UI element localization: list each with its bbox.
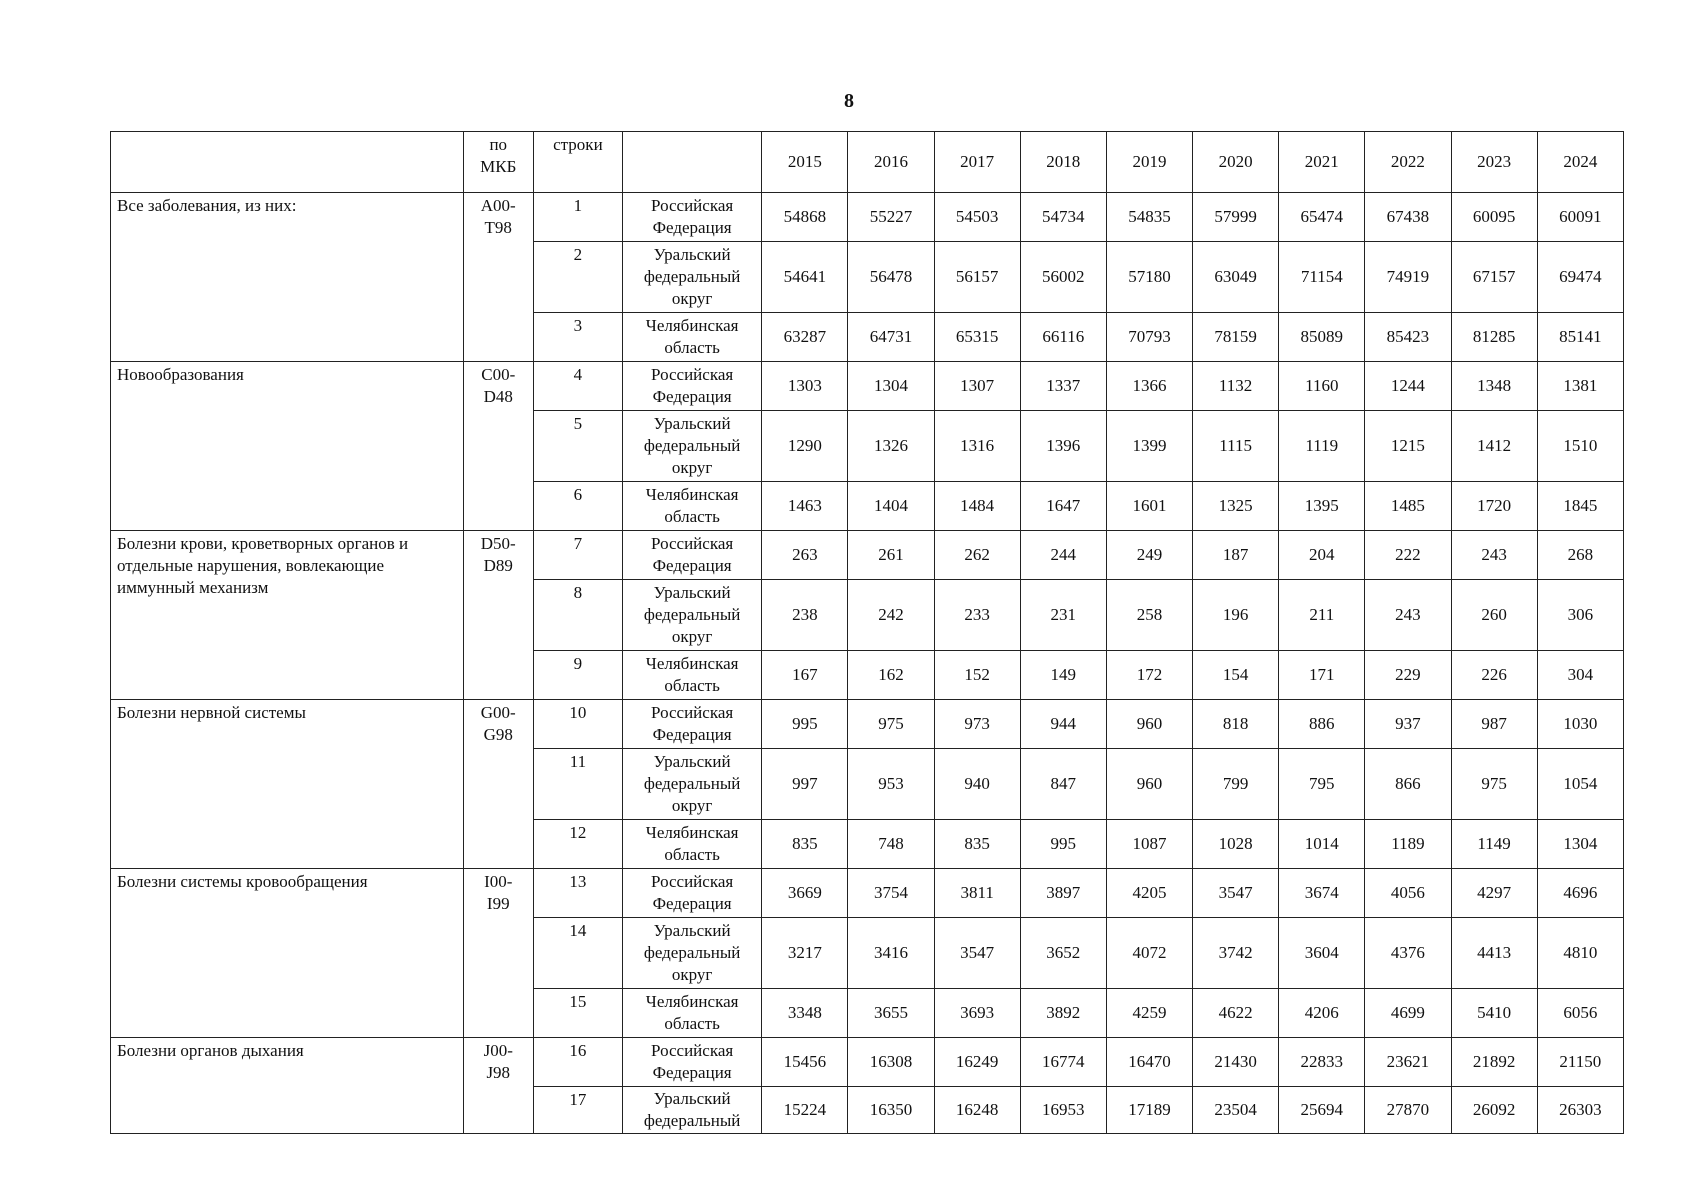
value-cell: 16248 [934,1087,1020,1134]
region-name-line: Челябинская [645,992,739,1011]
icd-code-line: G98 [483,725,513,744]
region-name-line: Уральский [653,752,731,771]
value-cell: 263 [762,531,848,580]
region-name-line: Федерация [652,387,732,406]
value-cell: 1395 [1279,482,1365,531]
value-cell: 211 [1279,580,1365,651]
region-name-line: федеральный [643,1111,741,1130]
value-cell: 944 [1020,700,1106,749]
value-cell: 1028 [1193,820,1279,869]
value-cell: 56478 [848,242,934,313]
region-name-line: Федерация [652,1063,732,1082]
value-cell: 799 [1193,749,1279,820]
value-cell: 258 [1106,580,1192,651]
region-name-line: Российская [651,365,734,384]
value-cell: 4622 [1193,989,1279,1038]
header-row-number: строки [533,132,622,193]
value-cell: 66116 [1020,313,1106,362]
header-year: 2018 [1020,132,1106,193]
table-row [111,700,1624,749]
value-cell: 1845 [1537,482,1623,531]
region-name-line: Российская [651,196,734,215]
region-name-line: Уральский [653,414,731,433]
value-cell: 1014 [1279,820,1365,869]
value-cell: 1303 [762,362,848,411]
icd-code-line: D89 [483,556,513,575]
value-cell: 243 [1451,531,1537,580]
icd-code-line: J00- [483,1041,513,1060]
value-cell: 1601 [1106,482,1192,531]
value-cell: 162 [848,651,934,700]
value-cell: 1484 [934,482,1020,531]
disease-group-name: Болезни органов дыхания [111,1038,464,1134]
icd-code-line: I99 [486,894,510,913]
region-name-line: Федерация [652,725,732,744]
disease-group-name: Болезни нервной системы [111,700,464,869]
value-cell: 975 [848,700,934,749]
value-cell: 960 [1106,700,1192,749]
header-year: 2024 [1537,132,1623,193]
region-name-line: Российская [651,872,734,891]
page-number: 8 [844,90,854,112]
value-cell: 64731 [848,313,934,362]
region-name-line: округ [671,796,713,815]
disease-group-name: Болезни системы кровообращения [111,869,464,1038]
value-cell: 268 [1537,531,1623,580]
header-year: 2022 [1365,132,1451,193]
icd-code [463,700,533,869]
value-cell: 231 [1020,580,1106,651]
value-cell: 1149 [1451,820,1537,869]
value-cell: 3652 [1020,918,1106,989]
value-cell: 1115 [1193,411,1279,482]
value-cell: 987 [1451,700,1537,749]
value-cell: 23621 [1365,1038,1451,1087]
value-cell: 16953 [1020,1087,1106,1134]
value-cell: 242 [848,580,934,651]
value-cell: 187 [1193,531,1279,580]
value-cell: 306 [1537,580,1623,651]
value-cell: 1381 [1537,362,1623,411]
value-cell: 1307 [934,362,1020,411]
value-cell: 23504 [1193,1087,1279,1134]
value-cell: 953 [848,749,934,820]
value-cell: 149 [1020,651,1106,700]
header-icd-line: МКБ [480,157,517,176]
region-name-line: округ [671,458,713,477]
value-cell: 4413 [1451,918,1537,989]
row-number: 9 [533,651,622,700]
value-cell: 85141 [1537,313,1623,362]
value-cell: 57180 [1106,242,1192,313]
table-row [111,362,1624,411]
region-name [622,411,761,482]
header-year: 2015 [762,132,848,193]
value-cell: 1304 [1537,820,1623,869]
row-number: 7 [533,531,622,580]
icd-code-line: D48 [483,387,513,406]
value-cell: 1119 [1279,411,1365,482]
region-name [622,242,761,313]
header-region [622,132,761,193]
header-year: 2021 [1279,132,1365,193]
row-number: 1 [533,193,622,242]
value-cell: 152 [934,651,1020,700]
row-number: 16 [533,1038,622,1087]
table-row [111,869,1624,918]
value-cell: 54835 [1106,193,1192,242]
value-cell: 154 [1193,651,1279,700]
region-name [622,482,761,531]
region-name-line: Уральский [653,1089,731,1108]
disease-group-name: Новообразования [111,362,464,531]
value-cell: 886 [1279,700,1365,749]
value-cell: 67157 [1451,242,1537,313]
value-cell: 55227 [848,193,934,242]
region-name-line: Российская [651,1041,734,1060]
value-cell: 78159 [1193,313,1279,362]
region-name [622,700,761,749]
value-cell: 15224 [762,1087,848,1134]
region-name [622,651,761,700]
value-cell: 243 [1365,580,1451,651]
value-cell: 26303 [1537,1087,1623,1134]
value-cell: 260 [1451,580,1537,651]
value-cell: 3693 [934,989,1020,1038]
region-name-line: Уральский [653,583,731,602]
header-icd [463,132,533,193]
value-cell: 85089 [1279,313,1365,362]
value-cell: 960 [1106,749,1192,820]
value-cell: 1054 [1537,749,1623,820]
header-year: 2023 [1451,132,1537,193]
value-cell: 1160 [1279,362,1365,411]
icd-code-line: G00- [480,703,516,722]
region-name-line: область [664,338,720,357]
value-cell: 172 [1106,651,1192,700]
value-cell: 56157 [934,242,1020,313]
row-number: 10 [533,700,622,749]
region-name-line: область [664,507,720,526]
value-cell: 1366 [1106,362,1192,411]
value-cell: 25694 [1279,1087,1365,1134]
value-cell: 167 [762,651,848,700]
value-cell: 3217 [762,918,848,989]
value-cell: 54503 [934,193,1020,242]
value-cell: 71154 [1279,242,1365,313]
region-name-line: Федерация [652,894,732,913]
value-cell: 940 [934,749,1020,820]
value-cell: 3655 [848,989,934,1038]
value-cell: 16774 [1020,1038,1106,1087]
value-cell: 3897 [1020,869,1106,918]
row-number: 5 [533,411,622,482]
value-cell: 1244 [1365,362,1451,411]
value-cell: 56002 [1020,242,1106,313]
value-cell: 27870 [1365,1087,1451,1134]
value-cell: 937 [1365,700,1451,749]
value-cell: 304 [1537,651,1623,700]
value-cell: 1304 [848,362,934,411]
value-cell: 54641 [762,242,848,313]
region-name-line: округ [671,627,713,646]
value-cell: 3742 [1193,918,1279,989]
value-cell: 748 [848,820,934,869]
region-name-line: федеральный [643,605,741,624]
row-number: 4 [533,362,622,411]
row-number: 11 [533,749,622,820]
value-cell: 1290 [762,411,848,482]
icd-code-line: J98 [486,1063,511,1082]
value-cell: 6056 [1537,989,1623,1038]
row-number: 17 [533,1087,622,1134]
region-name-line: округ [671,965,713,984]
icd-code [463,531,533,700]
region-name [622,1038,761,1087]
value-cell: 4259 [1106,989,1192,1038]
header-year: 2016 [848,132,934,193]
disease-group-name: Болезни крови, кроветворных органов и отдельные нарушения, вовлекающие иммунный механизм [111,531,464,700]
value-cell: 847 [1020,749,1106,820]
table-row [111,531,1624,580]
header-icd-line: по [489,135,508,154]
value-cell: 3547 [934,918,1020,989]
value-cell: 229 [1365,651,1451,700]
table-body [111,132,1624,1134]
value-cell: 3416 [848,918,934,989]
value-cell: 5410 [1451,989,1537,1038]
region-name [622,820,761,869]
header-name [111,132,464,193]
region-name-line: Челябинская [645,823,739,842]
value-cell: 65315 [934,313,1020,362]
icd-code [463,362,533,531]
value-cell: 1316 [934,411,1020,482]
value-cell: 1404 [848,482,934,531]
value-cell: 244 [1020,531,1106,580]
value-cell: 74919 [1365,242,1451,313]
icd-code-line: I00- [484,872,513,891]
icd-code-line: D50- [480,534,516,553]
region-name [622,193,761,242]
row-number: 6 [533,482,622,531]
value-cell: 3754 [848,869,934,918]
value-cell: 85423 [1365,313,1451,362]
row-number: 13 [533,869,622,918]
value-cell: 54734 [1020,193,1106,242]
value-cell: 16350 [848,1087,934,1134]
region-name-line: Федерация [652,218,732,237]
value-cell: 16470 [1106,1038,1192,1087]
value-cell: 1337 [1020,362,1106,411]
region-name-line: округ [671,289,713,308]
value-cell: 196 [1193,580,1279,651]
header-year: 2019 [1106,132,1192,193]
row-number: 2 [533,242,622,313]
value-cell: 995 [762,700,848,749]
region-name-line: Уральский [653,921,731,940]
value-cell: 818 [1193,700,1279,749]
region-name [622,989,761,1038]
value-cell: 3892 [1020,989,1106,1038]
value-cell: 795 [1279,749,1365,820]
icd-code-line: T98 [484,218,512,237]
value-cell: 1087 [1106,820,1192,869]
icd-code [463,869,533,1038]
region-name-line: федеральный [643,943,741,962]
value-cell: 261 [848,531,934,580]
value-cell: 16249 [934,1038,1020,1087]
icd-code-line: C00- [481,365,516,384]
region-name [622,749,761,820]
value-cell: 835 [934,820,1020,869]
region-name-line: область [664,845,720,864]
value-cell: 60091 [1537,193,1623,242]
value-cell: 21430 [1193,1038,1279,1087]
value-cell: 1189 [1365,820,1451,869]
value-cell: 997 [762,749,848,820]
region-name-line: область [664,676,720,695]
region-name [622,313,761,362]
region-name [622,362,761,411]
value-cell: 69474 [1537,242,1623,313]
value-cell: 4206 [1279,989,1365,1038]
value-cell: 233 [934,580,1020,651]
value-cell: 81285 [1451,313,1537,362]
region-name-line: Челябинская [645,654,739,673]
region-name-line: область [664,1014,720,1033]
value-cell: 204 [1279,531,1365,580]
value-cell: 4696 [1537,869,1623,918]
value-cell: 1463 [762,482,848,531]
region-name [622,580,761,651]
row-number: 3 [533,313,622,362]
table-header-row [111,132,1624,193]
value-cell: 65474 [1279,193,1365,242]
region-name [622,918,761,989]
row-number: 12 [533,820,622,869]
value-cell: 57999 [1193,193,1279,242]
value-cell: 1348 [1451,362,1537,411]
region-name [622,869,761,918]
value-cell: 4376 [1365,918,1451,989]
value-cell: 3547 [1193,869,1279,918]
value-cell: 4072 [1106,918,1192,989]
value-cell: 1510 [1537,411,1623,482]
value-cell: 4056 [1365,869,1451,918]
value-cell: 866 [1365,749,1451,820]
icd-code [463,193,533,362]
value-cell: 1325 [1193,482,1279,531]
value-cell: 21892 [1451,1038,1537,1087]
value-cell: 1132 [1193,362,1279,411]
value-cell: 1720 [1451,482,1537,531]
value-cell: 70793 [1106,313,1192,362]
value-cell: 26092 [1451,1087,1537,1134]
region-name-line: Челябинская [645,485,739,504]
icd-code [463,1038,533,1134]
value-cell: 3604 [1279,918,1365,989]
value-cell: 995 [1020,820,1106,869]
value-cell: 4699 [1365,989,1451,1038]
region-name-line: Челябинская [645,316,739,335]
value-cell: 21150 [1537,1038,1623,1087]
value-cell: 226 [1451,651,1537,700]
row-number: 15 [533,989,622,1038]
value-cell: 4810 [1537,918,1623,989]
table-row [111,193,1624,242]
region-name-line: Уральский [653,245,731,264]
value-cell: 1399 [1106,411,1192,482]
value-cell: 22833 [1279,1038,1365,1087]
value-cell: 1396 [1020,411,1106,482]
value-cell: 1485 [1365,482,1451,531]
table-row [111,1038,1624,1087]
value-cell: 171 [1279,651,1365,700]
value-cell: 1215 [1365,411,1451,482]
region-name-line: Российская [651,703,734,722]
value-cell: 67438 [1365,193,1451,242]
value-cell: 15456 [762,1038,848,1087]
region-name [622,531,761,580]
value-cell: 1326 [848,411,934,482]
value-cell: 63049 [1193,242,1279,313]
header-year: 2020 [1193,132,1279,193]
value-cell: 3669 [762,869,848,918]
value-cell: 63287 [762,313,848,362]
value-cell: 249 [1106,531,1192,580]
region-name [622,1087,761,1134]
value-cell: 4205 [1106,869,1192,918]
value-cell: 238 [762,580,848,651]
row-number: 8 [533,580,622,651]
row-number: 14 [533,918,622,989]
region-name-line: федеральный [643,436,741,455]
value-cell: 973 [934,700,1020,749]
value-cell: 1647 [1020,482,1106,531]
value-cell: 975 [1451,749,1537,820]
value-cell: 54868 [762,193,848,242]
header-year: 2017 [934,132,1020,193]
region-name-line: федеральный [643,267,741,286]
disease-group-name: Все заболевания, из них: [111,193,464,362]
value-cell: 60095 [1451,193,1537,242]
value-cell: 222 [1365,531,1451,580]
value-cell: 1412 [1451,411,1537,482]
value-cell: 17189 [1106,1087,1192,1134]
icd-code-line: A00- [480,196,516,215]
region-name-line: Российская [651,534,734,553]
value-cell: 1030 [1537,700,1623,749]
value-cell: 3811 [934,869,1020,918]
value-cell: 3348 [762,989,848,1038]
value-cell: 16308 [848,1038,934,1087]
value-cell: 835 [762,820,848,869]
region-name-line: Федерация [652,556,732,575]
region-name-line: федеральный [643,774,741,793]
value-cell: 262 [934,531,1020,580]
value-cell: 3674 [1279,869,1365,918]
value-cell: 4297 [1451,869,1537,918]
morbidity-table [110,131,1624,1134]
